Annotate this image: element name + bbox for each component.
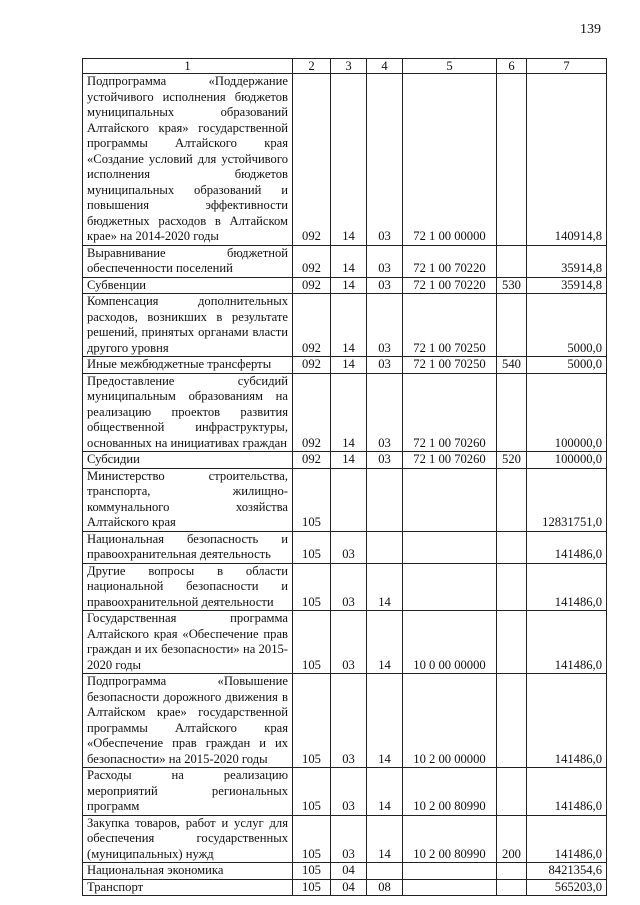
ministry-code: 092 — [293, 452, 331, 469]
page-number: 139 — [580, 22, 601, 37]
subsection-code: 14 — [367, 563, 403, 611]
expense-type-code: 520 — [497, 452, 527, 469]
table-row — [83, 768, 607, 816]
amount: 141486,0 — [527, 768, 607, 816]
column-header: 4 — [367, 59, 403, 74]
target-item-code: 72 1 00 00000 — [403, 74, 497, 246]
expense-type-code: 530 — [497, 277, 527, 294]
expense-type-code — [497, 879, 527, 896]
target-item-code: 72 1 00 70220 — [403, 277, 497, 294]
expense-type-code — [497, 863, 527, 880]
table-header-row — [83, 59, 607, 74]
row-name: Национальная безопасность и правоохранительная деятельность — [83, 531, 293, 563]
subsection-code: 03 — [367, 452, 403, 469]
expense-type-code — [497, 768, 527, 816]
ministry-code: 105 — [293, 815, 331, 863]
table-row — [83, 468, 607, 531]
section-code: 03 — [331, 611, 367, 674]
subsection-code: 03 — [367, 245, 403, 277]
row-name: Другие вопросы в области национальной безопасности и правоохранительной деятельности — [83, 563, 293, 611]
section-code: 04 — [331, 863, 367, 880]
section-code: 14 — [331, 452, 367, 469]
expense-type-code — [497, 468, 527, 531]
ministry-code: 105 — [293, 531, 331, 563]
table-row — [83, 863, 607, 880]
ministry-code: 092 — [293, 373, 331, 452]
section-code: 14 — [331, 245, 367, 277]
section-code: 03 — [331, 563, 367, 611]
subsection-code: 14 — [367, 768, 403, 816]
amount: 35914,8 — [527, 245, 607, 277]
section-code: 14 — [331, 357, 367, 374]
target-item-code: 72 1 00 70260 — [403, 373, 497, 452]
expense-type-code — [497, 531, 527, 563]
ministry-code: 105 — [293, 674, 331, 768]
section-code: 03 — [331, 815, 367, 863]
ministry-code: 092 — [293, 245, 331, 277]
amount: 100000,0 — [527, 373, 607, 452]
expense-type-code: 540 — [497, 357, 527, 374]
section-code: 14 — [331, 294, 367, 357]
subsection-code: 03 — [367, 373, 403, 452]
table-row — [83, 245, 607, 277]
column-header: 1 — [83, 59, 293, 74]
column-header: 7 — [527, 59, 607, 74]
ministry-code: 092 — [293, 277, 331, 294]
target-item-code: 72 1 00 70250 — [403, 294, 497, 357]
subsection-code — [367, 863, 403, 880]
target-item-code: 10 2 00 80990 — [403, 815, 497, 863]
expense-type-code — [497, 563, 527, 611]
subsection-code: 14 — [367, 611, 403, 674]
amount: 5000,0 — [527, 357, 607, 374]
table-row — [83, 674, 607, 768]
target-item-code — [403, 879, 497, 896]
section-code: 03 — [331, 531, 367, 563]
subsection-code: 03 — [367, 74, 403, 246]
expense-type-code — [497, 245, 527, 277]
column-header: 3 — [331, 59, 367, 74]
row-name: Подпрограмма «Повышение безопасности дорожного движения в Алтайском крае» государственной программы Алтайского края «Обеспечение прав граждан и их безопасности» на 2015-2020 годы — [83, 674, 293, 768]
section-code: 14 — [331, 373, 367, 452]
expense-type-code — [497, 611, 527, 674]
ministry-code: 105 — [293, 611, 331, 674]
section-code: 03 — [331, 768, 367, 816]
target-item-code: 10 0 00 00000 — [403, 611, 497, 674]
subsection-code — [367, 468, 403, 531]
subsection-code — [367, 531, 403, 563]
target-item-code: 72 1 00 70260 — [403, 452, 497, 469]
ministry-code: 092 — [293, 74, 331, 246]
subsection-code: 14 — [367, 674, 403, 768]
column-header: 2 — [293, 59, 331, 74]
row-name: Иные межбюджетные трансферты — [83, 357, 293, 374]
amount: 8421354,6 — [527, 863, 607, 880]
table-row — [83, 815, 607, 863]
table-row — [83, 563, 607, 611]
target-item-code — [403, 863, 497, 880]
target-item-code: 72 1 00 70220 — [403, 245, 497, 277]
row-name: Выравнивание бюджетной обеспеченности поселений — [83, 245, 293, 277]
table-row — [83, 357, 607, 374]
target-item-code: 10 2 00 00000 — [403, 674, 497, 768]
row-name: Подпрограмма «Поддержание устойчивого исполнения бюджетов муниципальных образований Алтайского края» государственной программы Алтайского края «Создание условий для устойчивого исполнения бюджетов муниципальных образований и повышения эффективности бюджетных расходов в Алтайском крае» на 2014-2020 годы — [83, 74, 293, 246]
subsection-code: 03 — [367, 277, 403, 294]
amount: 141486,0 — [527, 563, 607, 611]
section-code: 14 — [331, 74, 367, 246]
table-row — [83, 294, 607, 357]
table-row — [83, 74, 607, 246]
row-name: Предоставление субсидий муниципальным образованиям на реализацию проектов развития общественной инфраструктуры, основанных на инициативах граждан — [83, 373, 293, 452]
table-row — [83, 611, 607, 674]
expense-type-code — [497, 674, 527, 768]
row-name: Субсидии — [83, 452, 293, 469]
ministry-code: 105 — [293, 768, 331, 816]
amount: 5000,0 — [527, 294, 607, 357]
expense-type-code — [497, 74, 527, 246]
section-code: 04 — [331, 879, 367, 896]
ministry-code: 105 — [293, 879, 331, 896]
amount: 140914,8 — [527, 74, 607, 246]
table-row — [83, 531, 607, 563]
row-name: Транспорт — [83, 879, 293, 896]
row-name: Расходы на реализацию мероприятий региональных программ — [83, 768, 293, 816]
amount: 100000,0 — [527, 452, 607, 469]
amount: 141486,0 — [527, 815, 607, 863]
subsection-code: 03 — [367, 294, 403, 357]
ministry-code: 105 — [293, 863, 331, 880]
column-header: 5 — [403, 59, 497, 74]
budget-table — [82, 58, 607, 896]
row-name: Государственная программа Алтайского края «Обеспечение прав граждан и их безопасности» на 2015-2020 годы — [83, 611, 293, 674]
ministry-code: 092 — [293, 357, 331, 374]
table-row — [83, 452, 607, 469]
row-name: Закупка товаров, работ и услуг для обеспечения государственных (муниципальных) нужд — [83, 815, 293, 863]
row-name: Компенсация дополнительных расходов, возникших в результате решений, принятых органами власти другого уровня — [83, 294, 293, 357]
row-name: Министерство строительства, транспорта, жилищно-коммунального хозяйства Алтайского края — [83, 468, 293, 531]
table-row — [83, 879, 607, 896]
section-code: 14 — [331, 277, 367, 294]
ministry-code: 105 — [293, 468, 331, 531]
expense-type-code — [497, 294, 527, 357]
expense-type-code — [497, 373, 527, 452]
target-item-code: 10 2 00 80990 — [403, 768, 497, 816]
table-row — [83, 277, 607, 294]
section-code: 03 — [331, 674, 367, 768]
amount: 141486,0 — [527, 531, 607, 563]
ministry-code: 092 — [293, 294, 331, 357]
target-item-code — [403, 468, 497, 531]
row-name: Субвенции — [83, 277, 293, 294]
amount: 35914,8 — [527, 277, 607, 294]
subsection-code: 03 — [367, 357, 403, 374]
amount: 141486,0 — [527, 674, 607, 768]
amount: 565203,0 — [527, 879, 607, 896]
target-item-code — [403, 563, 497, 611]
section-code — [331, 468, 367, 531]
ministry-code: 105 — [293, 563, 331, 611]
amount: 141486,0 — [527, 611, 607, 674]
expense-type-code: 200 — [497, 815, 527, 863]
table-row — [83, 373, 607, 452]
subsection-code: 08 — [367, 879, 403, 896]
column-header: 6 — [497, 59, 527, 74]
target-item-code: 72 1 00 70250 — [403, 357, 497, 374]
amount: 12831751,0 — [527, 468, 607, 531]
subsection-code: 14 — [367, 815, 403, 863]
row-name: Национальная экономика — [83, 863, 293, 880]
target-item-code — [403, 531, 497, 563]
